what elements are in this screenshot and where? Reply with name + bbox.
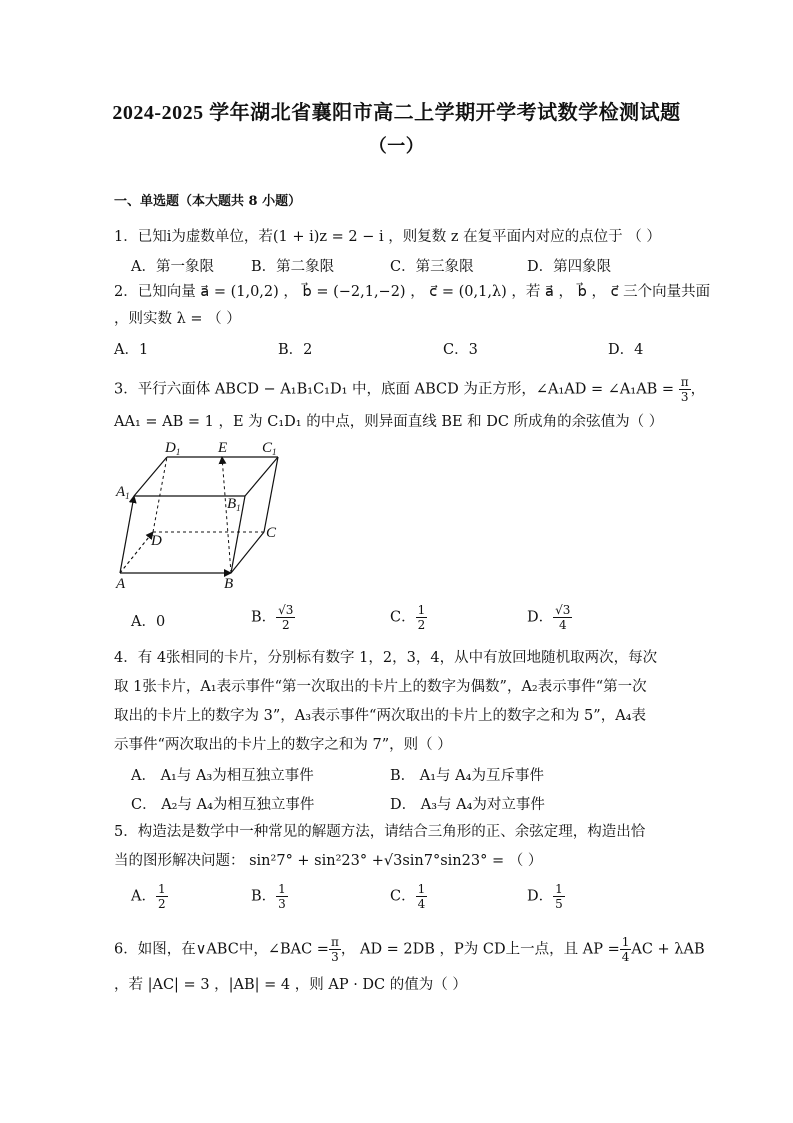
label-b: B: [224, 576, 234, 592]
q3-option-c: C． $\frac{1}{2}$: [390, 603, 426, 632]
label-e: E: [218, 440, 228, 456]
document-title: 2024-2025 学年湖北省襄阳市高二上学期开学考试数学检测试题: [112, 102, 681, 124]
label-c1: $C_1$: [262, 440, 277, 457]
q4-option-a: A． A₁与 A₃为相互独立事件: [131, 768, 314, 784]
edge-aa1: [120, 496, 134, 573]
q4-option-b: B． A₁与 A₄为互斥事件: [390, 768, 544, 784]
label-d: D: [151, 533, 162, 549]
question-3-stem-cont: AA₁ = AB = 1 ，E 为 C₁D₁ 的中点，则异面直线 BE 和 DC 所成角的余弦值为（ ）: [114, 414, 664, 430]
q4-option-c: C． A₂与 A₄为相互独立事件: [131, 797, 315, 813]
q1-option-b: B．第二象限: [251, 259, 335, 275]
q5-option-a: A． $\frac{1}{2}$: [131, 882, 166, 911]
question-4-line3: 取出的卡片上的数字为 3”，A₃表示事件“两次取出的卡片上的数字之和为 5”，A₄表: [114, 708, 646, 724]
edge-a1d1: [134, 457, 167, 496]
q2-option-b: B．2: [278, 342, 313, 358]
q2-option-c: C．3: [443, 342, 478, 358]
pi-over-3-fraction: $\frac{\pi}{3}$: [330, 935, 339, 964]
q5-option-b: B． $\frac{1}{3}$: [251, 882, 286, 911]
label-d1: $D_1$: [165, 440, 181, 457]
label-b1: $B_1$: [227, 496, 241, 513]
question-3-stem: 3．平行六面体 ABCD − A₁B₁C₁D₁ 中，底面 ABCD 为正方形，∠A₁AD = ∠A₁AB = $\frac{\pi}{3}$ ，: [114, 375, 706, 404]
question-2-stem-cont: ，则实数 λ = （ ）: [114, 311, 241, 327]
label-c: C: [266, 525, 277, 541]
edge-cc1: [264, 457, 278, 532]
q2-option-a: A．1: [114, 342, 149, 358]
q4-option-d: D． A₃与 A₄为对立事件: [390, 797, 545, 813]
q3-option-b: B． $\frac{√3}{2}$: [251, 603, 294, 632]
question-6-line1: 6．如图，在∨ABC中，∠BAC = $\frac{\pi}{3}$ ， AD = 2DB ，P为 CD上一点，且 AP = $\frac{1}{4}$ AC + λAB: [114, 935, 705, 964]
label-a: A: [116, 576, 126, 592]
parallelepiped-figure: [110, 436, 290, 596]
q2-option-d: D．4: [608, 342, 644, 358]
edge-bc: [231, 532, 264, 573]
q5-option-c: C． $\frac{1}{4}$: [390, 882, 426, 911]
document-title-part: （一）: [368, 136, 425, 156]
question-4-line2: 取 1张卡片，A₁表示事件“第一次取出的卡片上的数字为偶数”，A₂表示事件“第一次: [114, 679, 647, 695]
question-5-line1: 5．构造法是数学中一种常见的解题方法，请结合三角形的正、余弦定理，构造出恰: [114, 824, 646, 840]
label-a1: $A_1$: [116, 484, 130, 501]
edge-b1c1: [245, 457, 278, 496]
question-3-stem-text: 3．平行六面体 ABCD − A₁B₁C₁D₁ 中，底面 ABCD 为正方形，∠A₁AD = ∠A₁AB =: [114, 381, 675, 398]
question-5-line2: 当的图形解决问题： sin²7° + sin²23° +√3sin7°sin23° = （ ）: [114, 853, 543, 869]
q1-option-a: A．第一象限: [131, 259, 214, 275]
segment-be: [222, 457, 231, 573]
question-4-line4: 示事件“两次取出的卡片上的数字之和为 7”，则（ ）: [114, 737, 452, 753]
pi-over-3-fraction: $\frac{\pi}{3}$: [680, 375, 689, 404]
q1-option-c: C．第三象限: [390, 259, 474, 275]
question-6-line2: ，若 |AC| = 3 ，|AB| = 4 ，则 AP · DC 的值为（ ）: [114, 977, 467, 993]
q5-option-d: D． $\frac{1}{5}$: [527, 882, 563, 911]
question-2-stem: 2．已知向量 a⃗ = (1,0,2) ， b⃗ = (−2,1,−2) ， c⃗ = (0,1,λ) ，若 a⃗ ， b⃗ ， c⃗ 三个向量共面: [114, 284, 711, 300]
q3-option-d: D． $\frac{√3}{4}$: [527, 603, 571, 632]
section-header: 一、单选题（本大题共 8 小题）: [114, 194, 302, 209]
one-quarter-fraction: $\frac{1}{4}$: [621, 935, 630, 964]
q1-option-d: D．第四象限: [527, 259, 612, 275]
q3-option-a: A．0: [131, 614, 166, 630]
question-1-stem: 1．已知i为虚数单位，若(1 + i)z = 2 − i ，则复数 z 在复平面内对应的点位于 （ ）: [114, 229, 661, 245]
edge-dd1-hidden: [153, 457, 167, 532]
question-4-line1: 4．有 4张相同的卡片，分别标有数字 1，2，3，4，从中有放回地随机取两次，每次: [114, 650, 658, 666]
vector-ad: [120, 532, 153, 573]
